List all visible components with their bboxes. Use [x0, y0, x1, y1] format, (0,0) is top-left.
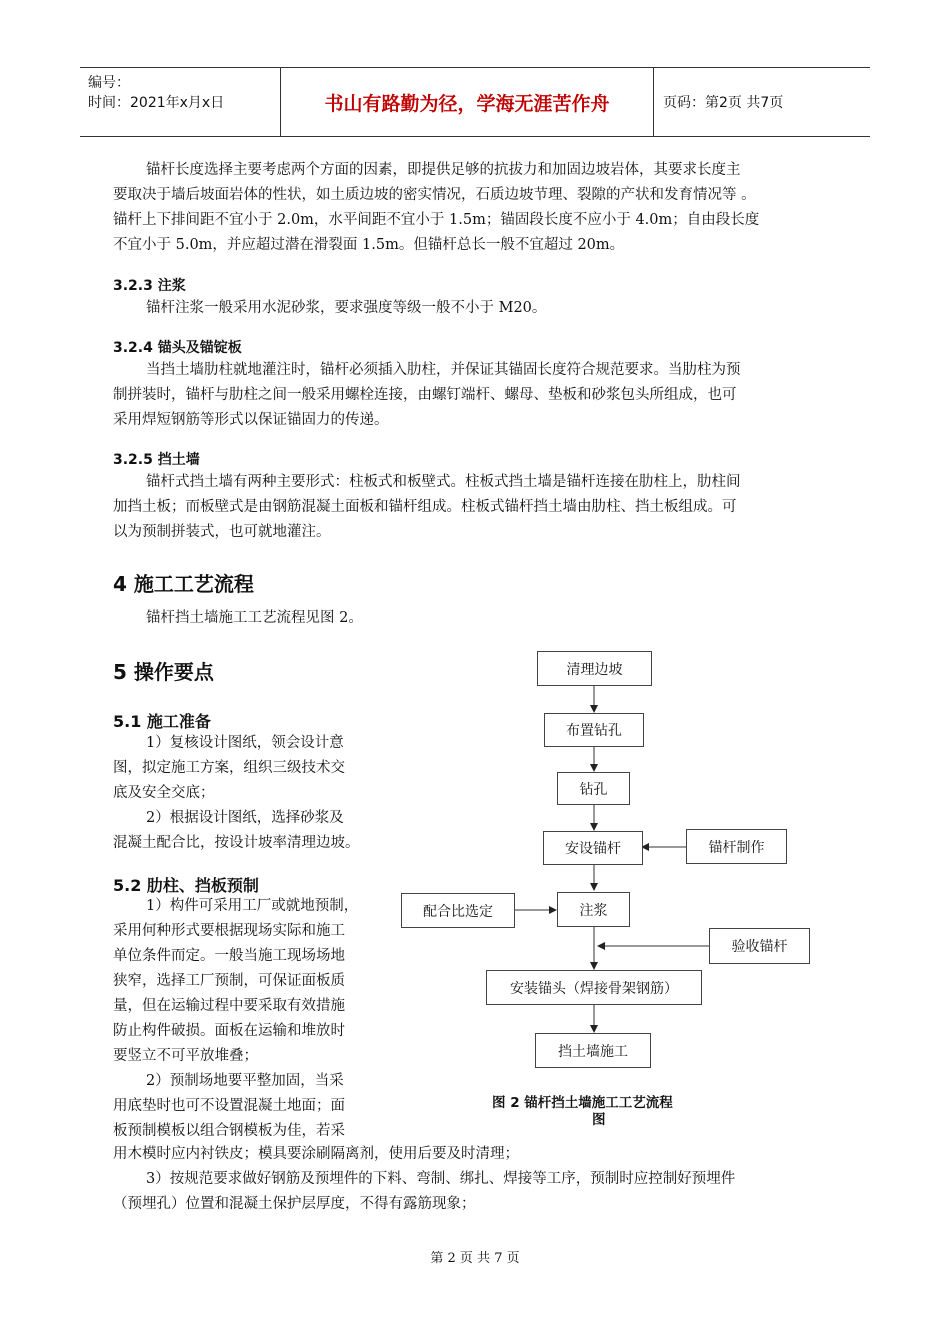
para-line: 1）构件可采用工厂或就地预制， [146, 898, 359, 914]
para-line: 当挡土墙肋柱就地灌注时，锚杆必须插入肋柱，并保证其锚固长度符合规范要求。当肋柱为预 [146, 362, 741, 378]
para-line: 1）复核设计图纸，领会设计意 [146, 735, 344, 751]
number-label: 编号： [88, 75, 130, 91]
flow-step-drilling: 钻孔 [557, 772, 630, 805]
para-line: 锚杆注浆一般采用水泥砂浆，要求强度等级一般不小于 M20。 [146, 300, 547, 316]
para-line: 要取决于墙后坡面岩体的性状，如土质边坡的密实情况，石质边坡节理、裂隙的产状和发育情况等 。 [113, 187, 756, 203]
para-line: 采用焊短钢筋等形式以保证锚固力的传递。 [113, 412, 389, 428]
para-line: 制拼装时，锚杆与肋柱之间一般采用螺栓连接，由螺钉端杆、螺母、垫板和砂浆包头所组成，也可 [113, 387, 737, 403]
para-line: 不宜小于 5.0m，并应超过潜在滑裂面 1.5m。但锚杆总长一般不宜超过 20m。 [113, 237, 625, 253]
section-heading-3-2-4: 3.2.4 锚头及锚锭板 [113, 340, 242, 356]
section-heading-5-1: 5.1 施工准备 [113, 712, 211, 731]
para-line: 单位条件而定。一般当施工现场场地 [113, 948, 345, 964]
header-page-info: 页码：第2页 共7页 [663, 95, 784, 111]
para-line: 采用何种形式要根据现场实际和施工 [113, 923, 345, 939]
page-footer: 第 2 页 共 7 页 [430, 1251, 520, 1266]
figure-caption-cont: 图 [592, 1112, 606, 1128]
flow-step-clear-slope: 清理边坡 [537, 651, 652, 686]
flow-side-anchor-acceptance: 验收锚杆 [709, 928, 810, 964]
para-line: 以为预制拼装式，也可就地灌注。 [113, 524, 331, 540]
para-line: 加挡土板；而板壁式是由钢筋混凝土面板和锚杆组成。柱板式锚杆挡土墙由肋柱、挡土板组成。可 [113, 499, 737, 515]
para-line: 用木模时应内衬铁皮；模具要涂刷隔离剂，使用后要及时清理； [113, 1146, 519, 1162]
para-line: 防止构件破损。面板在运输和堆放时 [113, 1023, 345, 1039]
flow-step-grouting: 注浆 [557, 892, 630, 927]
para-line: 图，拟定施工方案，组织三级技术交 [113, 760, 345, 776]
para-line: 3）按规范要求做好钢筋及预埋件的下料、弯制、绑扎、焊接等工序，预制时应控制好预埋件 [146, 1171, 736, 1187]
flow-step-layout-holes: 布置钻孔 [544, 713, 644, 747]
flow-side-mix-selection: 配合比选定 [401, 893, 515, 928]
flow-side-anchor-making: 锚杆制作 [686, 829, 787, 864]
para-line: 2）根据设计图纸，选择砂浆及 [146, 810, 344, 826]
para-line: 板预制模板以组合钢模板为佳，若采 [113, 1123, 345, 1139]
section-heading-4: 4 施工工艺流程 [113, 572, 254, 596]
para-line: 锚杆式挡土墙有两种主要形式：柱板式和板壁式。柱板式挡土墙是锚杆连接在肋柱上，肋柱间 [146, 474, 741, 490]
header-motto: 书山有路勤为径，学海无涯苦作舟 [281, 68, 654, 136]
section-heading-5: 5 操作要点 [113, 660, 214, 684]
section-heading-3-2-3: 3.2.3 注浆 [113, 278, 186, 294]
flow-step-install-anchor-head: 安装锚头（焊接骨架钢筋） [486, 970, 702, 1005]
flow-step-wall-construction: 挡土墙施工 [535, 1033, 651, 1068]
para-line: 锚杆上下排间距不宜小于 2.0m，水平间距不宜小于 1.5m；锚固段长度不应小于 4.0m；自由段长度 [113, 212, 760, 228]
para-line: 用底垫时也可不设置混凝土地面；面 [113, 1098, 345, 1114]
para-line: 混凝土配合比，按设计坡率清理边坡。 [113, 835, 360, 851]
para-line: （预埋孔）位置和混凝土保护层厚度，不得有露筋现象； [113, 1196, 476, 1212]
para-line: 要竖立不可平放堆叠； [113, 1048, 258, 1064]
para-line: 量，但在运输过程中要采取有效措施 [113, 998, 345, 1014]
figure-caption: 图 2 锚杆挡土墙施工工艺流程 [492, 1095, 673, 1111]
para-line: 锚杆长度选择主要考虑两个方面的因素，即提供足够的抗拔力和加固边坡岩体，其要求长度主 [146, 162, 741, 178]
para-line: 底及安全交底； [113, 785, 215, 801]
section-heading-5-2: 5.2 肋柱、挡板预制 [113, 876, 259, 895]
para-line: 狭窄，选择工厂预制，可保证面板质 [113, 973, 345, 989]
para-line: 锚杆挡土墙施工工艺流程见图 2。 [146, 610, 363, 626]
section-heading-3-2-5: 3.2.5 挡土墙 [113, 452, 200, 468]
time-label: 时间：2021年x月x日 [88, 95, 225, 111]
flow-step-install-anchor: 安设锚杆 [543, 831, 643, 865]
para-line: 2）预制场地要平整加固，当采 [146, 1073, 344, 1089]
